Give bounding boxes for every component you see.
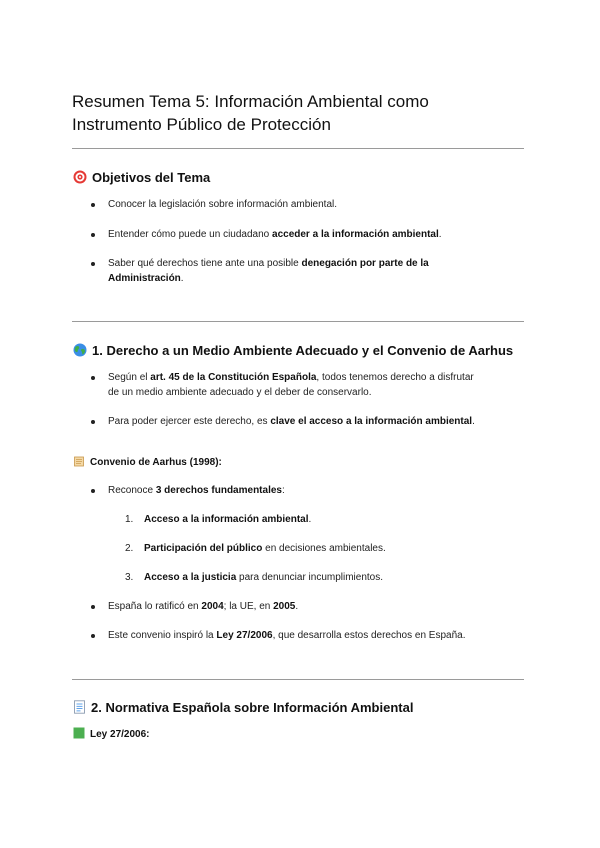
list-item-text: , que desarrolla estos derechos en España. xyxy=(272,630,466,641)
list-item-text: de un medio ambiente adecuado y el deber de conservarlo. xyxy=(108,387,372,398)
list-item-emphasis: clave el acceso a la información ambiental xyxy=(270,416,473,427)
ordered-list-item xyxy=(125,570,514,585)
list-item-text: . xyxy=(438,229,442,240)
objetivos-heading-text: Objetivos del Tema xyxy=(92,170,211,185)
list-item-text: Este convenio inspiró la xyxy=(108,630,217,641)
divider xyxy=(72,321,524,322)
list-item-emphasis: acceder a la información ambiental xyxy=(272,229,439,240)
list-item-text: Para poder ejercer este derecho, es xyxy=(108,416,271,427)
ley-heading-text: Ley 27/2006: xyxy=(90,729,150,740)
list-item-emphasis: Acceso a la justicia xyxy=(144,572,237,583)
list-item-text: ; la UE, en xyxy=(223,601,274,612)
section1-heading-text: 1. Derecho a un Medio Ambiente Adecuado y el Convenio de Aarhus xyxy=(92,343,514,358)
list-item-text: España lo ratificó en xyxy=(108,601,202,612)
section2-heading xyxy=(73,699,413,718)
list-item-text: : xyxy=(281,485,285,496)
list-item-emphasis: denegación por parte de la xyxy=(301,258,429,269)
divider xyxy=(72,148,524,149)
list-item-emphasis: 2004 xyxy=(201,601,224,612)
list-item-text: en decisiones ambientales. xyxy=(262,543,386,554)
objetivos-heading xyxy=(73,169,210,188)
section2-heading-text: 2. Normativa Española sobre Información Ambiental xyxy=(91,700,414,715)
list-item xyxy=(108,227,520,242)
scroll-icon xyxy=(73,456,85,472)
ordered-list-item xyxy=(125,541,514,556)
convenio-heading xyxy=(73,456,222,472)
list-item-text: Reconoce xyxy=(108,485,156,496)
ordered-list-item xyxy=(125,512,514,527)
list-item-text: . xyxy=(308,514,312,525)
list-item-text: , todos tenemos derecho a disfrutar xyxy=(316,372,474,383)
document-icon xyxy=(73,700,86,718)
list-item-emphasis: art. 45 de la Constitución Española xyxy=(150,372,317,383)
list-item xyxy=(108,197,520,212)
list-item-emphasis: 2005 xyxy=(273,601,296,612)
list-item-emphasis: Participación del público xyxy=(144,543,263,554)
list-item xyxy=(108,628,520,643)
globe-icon xyxy=(73,343,87,361)
list-item xyxy=(108,483,520,498)
list-item-text: . xyxy=(472,416,475,427)
list-item-text: . xyxy=(295,601,299,612)
list-item-text: . xyxy=(180,273,184,284)
list-item-emphasis: Ley 27/2006 xyxy=(216,630,273,641)
divider xyxy=(72,679,524,680)
list-item-text: Según el xyxy=(108,372,151,383)
list-item-text: para denunciar incumplimientos. xyxy=(236,572,384,583)
list-item xyxy=(108,599,520,614)
list-item xyxy=(108,370,520,400)
list-number: 1. xyxy=(125,514,134,525)
ley-heading xyxy=(73,727,150,744)
list-item-emphasis: Administración xyxy=(108,273,181,284)
section1-heading xyxy=(73,342,513,361)
green-square-icon xyxy=(73,727,85,744)
title-line-1: Resumen Tema 5: Información Ambiental como xyxy=(72,92,429,111)
list-number: 2. xyxy=(125,543,134,554)
document-title xyxy=(72,90,532,136)
list-item xyxy=(108,256,520,286)
list-item-emphasis: Acceso a la información ambiental xyxy=(144,514,309,525)
title-line-2: Instrumento Público de Protección xyxy=(72,115,331,134)
target-icon xyxy=(73,170,87,188)
list-item-emphasis: 3 derechos fundamentales xyxy=(155,485,282,496)
list-item xyxy=(108,414,520,429)
list-item-text: Entender cómo puede un ciudadano xyxy=(108,229,273,240)
list-item-text: Conocer la legislación sobre información ambiental. xyxy=(108,199,338,210)
list-item-text: Saber qué derechos tiene ante una posible xyxy=(108,258,302,269)
list-number: 3. xyxy=(125,572,134,583)
convenio-heading-text: Convenio de Aarhus (1998): xyxy=(90,457,222,468)
